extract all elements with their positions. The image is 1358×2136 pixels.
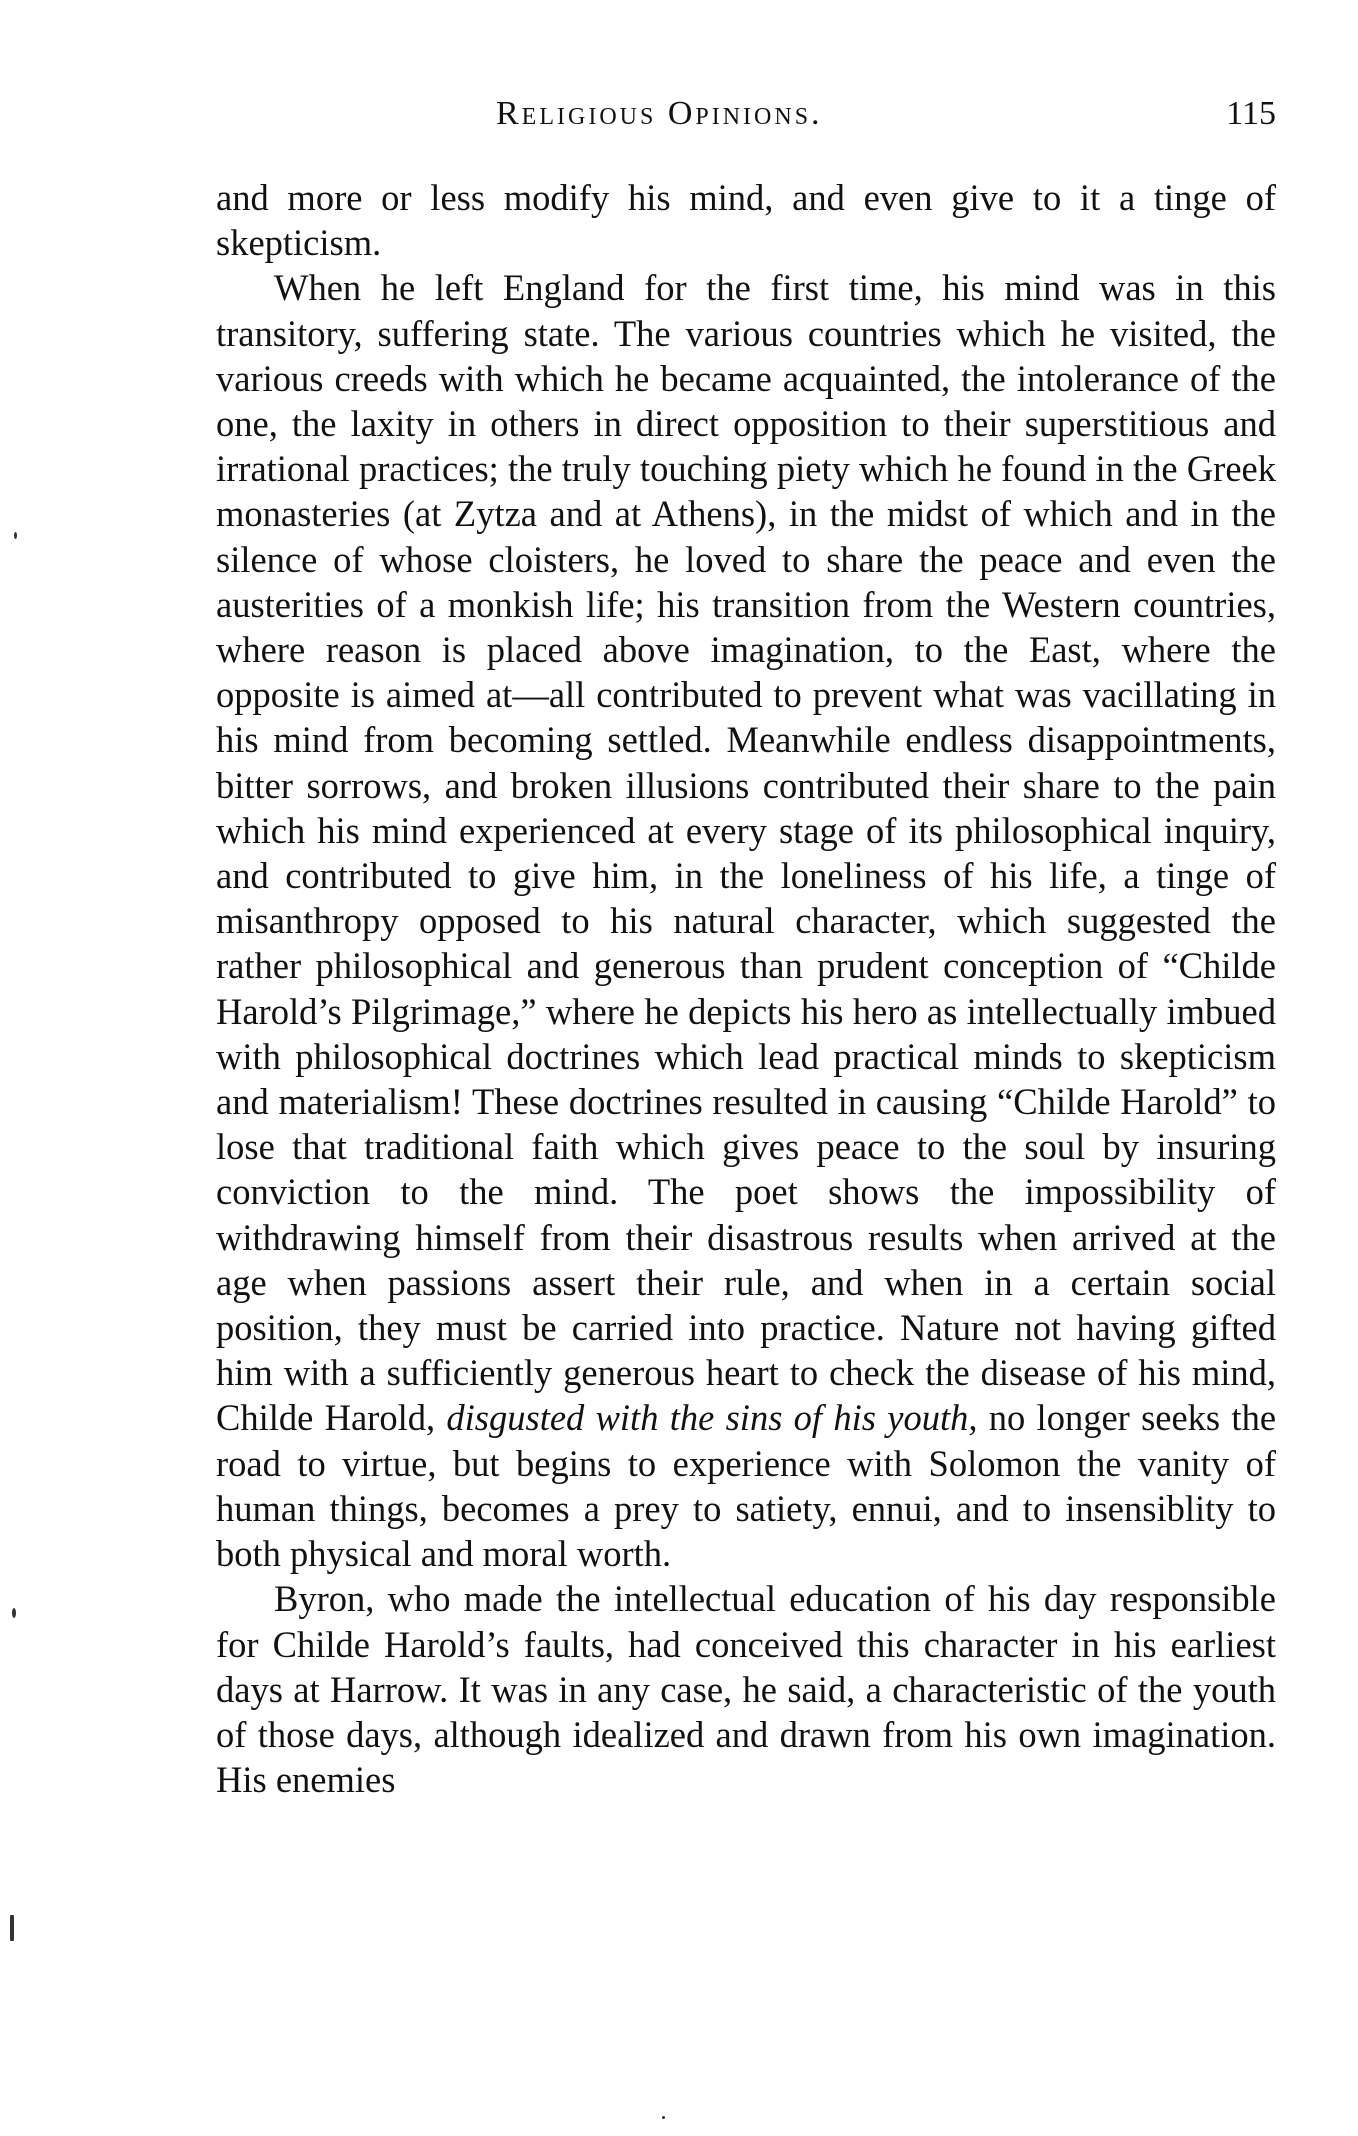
paragraph-1 xyxy=(216,175,1276,265)
body-text xyxy=(216,175,1276,1802)
book-page xyxy=(216,95,1276,1802)
italic-phrase: disgusted with the sins of his youth, xyxy=(446,1397,978,1439)
paragraph-2 xyxy=(216,265,1276,1576)
margin-speck xyxy=(662,2116,665,2119)
margin-speck xyxy=(12,1608,16,1618)
paragraph-text: and more or less modify his mind, and even give to it a tinge of skepticism. xyxy=(216,177,1276,264)
paragraph-text: When he left England for the first time, his mind was in this transitory, suffering state. The various countries which he visited, the various creeds with which he became acquainted, the intolerance of the one, the laxity in others in direct opposition to their superstitious and irrational practices; the truly touching piety which he found in the Greek monasteries (at Zytza and at Athens), in the midst of which and in the silence of whose cloisters, he loved to share the peace and even the austerities of a monkish life; his transition from the Western countries, where reason is placed above imagination, to the East, where the opposite is aimed at—all contributed to prevent what was vacillating in his mind from becoming settled. Meanwhile endless disappointments, bitter sorrows, and broken illusions contributed their share to the pain which his mind experienced at every stage of its philosophical inquiry, and contributed to give him, in the loneliness of his life, a tinge of misanthropy opposed to his natural character, which suggested the rather philosophical and generous than prudent conception of “Childe Harold’s Pilgrimage,” where he depicts his hero as intellectually imbued with philosophical doctrines which lead practical minds to skepticism and materialism! These doctrines resulted in causing “Childe Harold” to lose that traditional faith which gives peace to the soul by insuring conviction to the mind. The poet shows the impossibility of withdrawing himself from their disastrous results when arrived at the age when passions assert their rule, and when in a certain social position, they must be carried into practice. Nature not having gifted him with a sufficiently generous heart to check the disease of his mind, Childe Harold, xyxy=(216,267,1276,1439)
margin-speck xyxy=(14,532,17,539)
margin-speck xyxy=(10,1915,14,1941)
paragraph-3 xyxy=(216,1576,1276,1802)
paragraph-text: Byron, who made the intellectual education of his day responsible for Childe Harold’s faults, had conceived this character in his earliest days at Harrow. It was in any case, he said, a characteristic of the youth of those days, although idealized and drawn from his own imagination. His enemies xyxy=(216,1578,1276,1801)
page-number: 115 xyxy=(1226,95,1276,132)
paragraph-text-continued: no longer seeks the road to virtue, but begins to experience with Solomon the vanity of human things, becomes a prey to satiety, ennui, and to insensiblity to both physical and moral worth. xyxy=(216,1397,1277,1575)
running-head xyxy=(216,95,1276,155)
running-title: Religious Opinions. xyxy=(496,95,823,132)
